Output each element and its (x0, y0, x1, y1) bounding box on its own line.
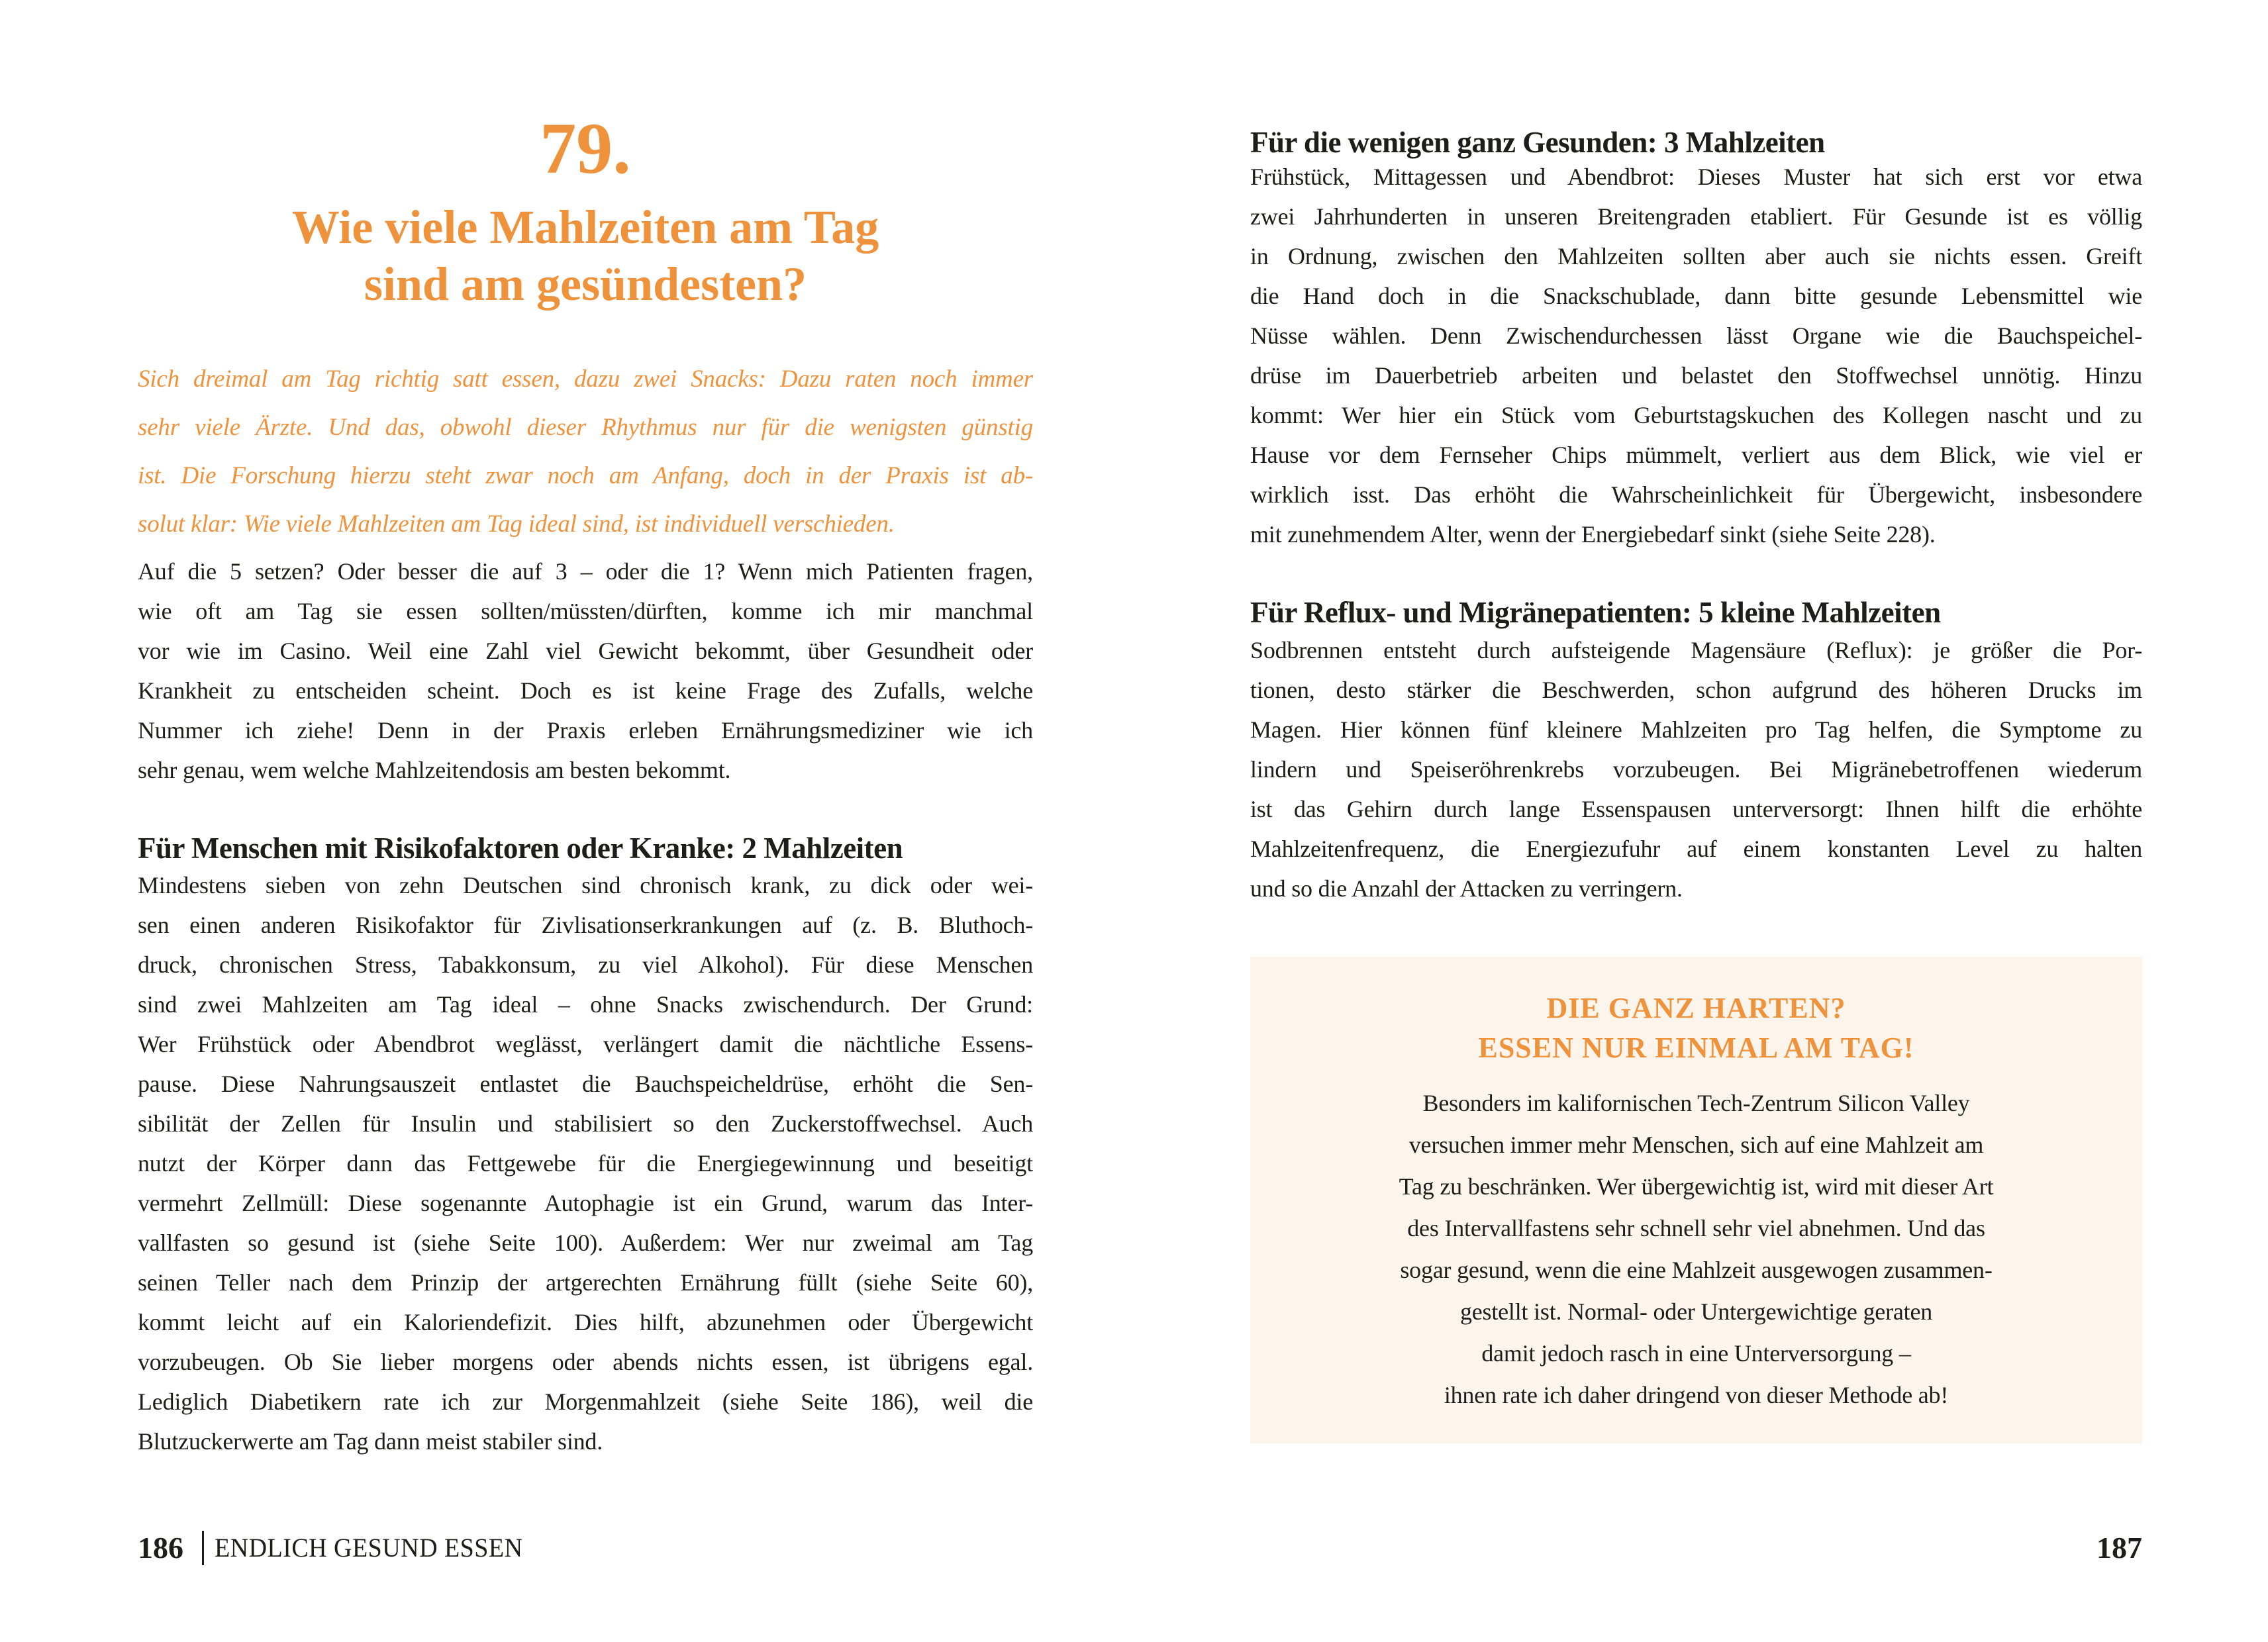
text-line: Nüsse wählen. Denn Zwischendurchessen lässt Organe wie die Bauchspeichel- (1250, 322, 2142, 349)
text-line: Lediglich Diabetikern rate ich zur Morgenmahlzeit (siehe Seite 186), weil die (138, 1388, 1033, 1415)
info-box (1250, 957, 2142, 1443)
text-line: gestellt ist. Normal- oder Untergewichtige geraten (1459, 1298, 1933, 1325)
footer-left (138, 1528, 1033, 1568)
text-line: Nummer ich ziehe! Denn in der Praxis erleben Ernährungsmediziner wie ich (138, 717, 1033, 744)
text-line: Auf die 5 setzen? Oder besser die auf 3 – oder die 1? Wenn mich Patienten fragen, (138, 558, 1033, 585)
text-line: Sodbrennen entsteht durch aufsteigende Magensäure (Reflux): je größer die Por- (1250, 637, 2142, 663)
chapter-intro (138, 355, 1033, 548)
text-line: DIE GANZ HARTEN? (1546, 992, 1846, 1024)
text-line: druck, chronischen Stress, Tabakkonsum, zu viel Alkohol). Für diese Menschen (138, 951, 1033, 978)
text-line: Besonders im kalifornischen Tech-Zentrum Silicon Valley (1422, 1090, 1970, 1116)
text-line: zwei Jahrhunderten in unseren Breitengraden etabliert. Für Gesunde ist es völlig (1250, 203, 2142, 230)
text-line: Sich dreimal am Tag richtig satt essen, dazu zwei Snacks: Dazu raten noch immer (138, 365, 1033, 393)
text-line: ist das Gehirn durch lange Essenspausen unterversorgt: Ihnen hilft die erhöhte (1250, 796, 2142, 822)
page-number-left: 186 (138, 1531, 183, 1565)
text-line: in Ordnung, zwischen den Mahlzeiten sollten aber auch sie nichts essen. Greift (1250, 243, 2142, 269)
chapter-number: 79. (540, 108, 631, 189)
text-line: Magen. Hier können fünf kleinere Mahlzeiten pro Tag helfen, die Symptome zu (1250, 716, 2142, 743)
body-paragraph-2-left (138, 865, 1033, 1461)
text-line: Mahlzeitenfrequenz, die Energiezufuhr auf einem konstanten Level zu halten (1250, 836, 2142, 862)
text-line: Mindestens sieben von zehn Deutschen sind chronisch krank, zu dick oder wei- (138, 872, 1033, 898)
text-line: wie oft am Tag sie essen sollten/müssten/dürften, komme ich mir manchmal (138, 598, 1033, 624)
text-line: vorzubeugen. Ob Sie lieber morgens oder abends nichts essen, ist übrigens egal. (138, 1349, 1033, 1375)
text-line: Tag zu beschränken. Wer übergewichtig ist, wird mit dieser Art (1399, 1173, 1994, 1200)
text-line: sind am gesündesten? (364, 258, 807, 311)
text-line: sehr genau, wem welche Mahlzeitendosis am besten bekommt. (138, 757, 731, 783)
text-line: sen einen anderen Risikofaktor für Zivlisationserkrankungen auf (z. B. Bluthoch- (138, 912, 1033, 938)
text-line: ESSEN NUR EINMAL AM TAG! (1478, 1032, 1914, 1064)
text-line: lindern und Speiseröhrenkrebs vorzubeugen. Bei Migränebetroffenen wiederum (1250, 756, 2142, 783)
text-line: seinen Teller nach dem Prinzip der artgerechten Ernährung füllt (siehe Seite 60), (138, 1269, 1033, 1296)
text-line: mit zunehmendem Alter, wenn der Energiebedarf sinkt (siehe Seite 228). (1250, 521, 1936, 548)
text-line: drüse im Dauerbetrieb arbeiten und belastet den Stoffwechsel unnötig. Hinzu (1250, 362, 2142, 389)
text-line: sibilität der Zellen für Insulin und stabilisiert so den Zuckerstoffwechsel. Auch (138, 1110, 1033, 1137)
running-title: ENDLICH GESUND ESSEN (215, 1533, 523, 1563)
text-line: versuchen immer mehr Menschen, sich auf eine Mahlzeit am (1408, 1132, 1984, 1158)
chapter-title (138, 199, 1033, 313)
text-line: nutzt der Körper dann das Fettgewebe für die Energiegewinnung und beseitigt (138, 1150, 1033, 1177)
text-line: damit jedoch rasch in eine Unterversorgung – (1481, 1340, 1911, 1367)
body-paragraph-1-left (138, 552, 1033, 790)
text-line: Frühstück, Mittagessen und Abendbrot: Dieses Muster hat sich erst vor etwa (1250, 164, 2142, 190)
text-line: vallfasten so gesund ist (siehe Seite 100). Außerdem: Wer nur zweimal am Tag (138, 1230, 1033, 1256)
text-line: Wie viele Mahlzeiten am Tag (291, 201, 879, 254)
text-line: sogar gesund, wenn die eine Mahlzeit ausgewogen zusammen- (1400, 1257, 1993, 1283)
text-line: die Hand doch in die Snackschublade, dann bitte gesunde Lebensmittel wie (1250, 283, 2142, 309)
body-paragraph-1-right (1250, 157, 2142, 554)
text-line: kommt leicht auf ein Kaloriendefizit. Dies hilft, abzunehmen oder Übergewicht (138, 1309, 1033, 1335)
text-line: ihnen rate ich daher dringend von dieser Methode ab! (1444, 1382, 1949, 1408)
body-paragraph-2-right (1250, 630, 2142, 908)
text-line: Krankheit zu entscheiden scheint. Doch es ist keine Frage des Zufalls, welche (138, 677, 1033, 704)
text-line: kommt: Wer hier ein Stück vom Geburtstagskuchen des Kollegen nascht und zu (1250, 402, 2142, 428)
text-line: Wer Frühstück oder Abendbrot weglässt, verlängert damit die nächtliche Essens- (138, 1031, 1033, 1057)
text-line: Blutzuckerwerte am Tag dann meist stabiler sind. (138, 1428, 603, 1455)
section-heading-healthy-people: Für die wenigen ganz Gesunden: 3 Mahlzeiten (1250, 126, 1825, 159)
text-line: tionen, desto stärker die Beschwerden, schon aufgrund des höheren Drucks im (1250, 677, 2142, 703)
text-line: pause. Diese Nahrungsauszeit entlastet die Bauchspeicheldrüse, erhöht die Sen- (138, 1071, 1033, 1097)
text-line: sind zwei Mahlzeiten am Tag ideal – ohne Snacks zwischendurch. Der Grund: (138, 991, 1033, 1018)
text-line: und so die Anzahl der Attacken zu verringern. (1250, 875, 1683, 902)
info-box-title (1250, 989, 2142, 1068)
text-line: ist. Die Forschung hierzu steht zwar noch am Anfang, doch in der Praxis ist ab- (138, 462, 1033, 489)
text-line: vor wie im Casino. Weil eine Zahl viel Gewicht bekommt, über Gesundheit oder (138, 638, 1033, 664)
text-line: wirklich isst. Das erhöht die Wahrscheinlichkeit für Übergewicht, insbesondere (1250, 481, 2142, 508)
info-box-body (1250, 1083, 2142, 1416)
page-number-right: 187 (2096, 1531, 2142, 1565)
footer-divider (202, 1531, 204, 1565)
text-line: Hause vor dem Fernseher Chips mümmelt, verliert aus dem Blick, wie viel er (1250, 442, 2142, 468)
section-heading-reflux-migraine: Für Reflux- und Migränepatienten: 5 kleine Mahlzeiten (1250, 596, 1941, 629)
text-line: vermehrt Zellmüll: Diese sogenannte Autophagie ist ein Grund, warum das Inter- (138, 1190, 1033, 1216)
page-right (1134, 0, 2268, 1642)
section-heading-risk-patients: Für Menschen mit Risikofaktoren oder Kranke: 2 Mahlzeiten (138, 832, 903, 865)
text-line: sehr viele Ärzte. Und das, obwohl dieser Rhythmus nur für die wenigsten günstig (138, 414, 1033, 441)
text-line: solut klar: Wie viele Mahlzeiten am Tag ideal sind, ist individuell verschieden. (138, 510, 895, 538)
text-line: des Intervallfastens sehr schnell sehr viel abnehmen. Und das (1407, 1215, 1985, 1241)
